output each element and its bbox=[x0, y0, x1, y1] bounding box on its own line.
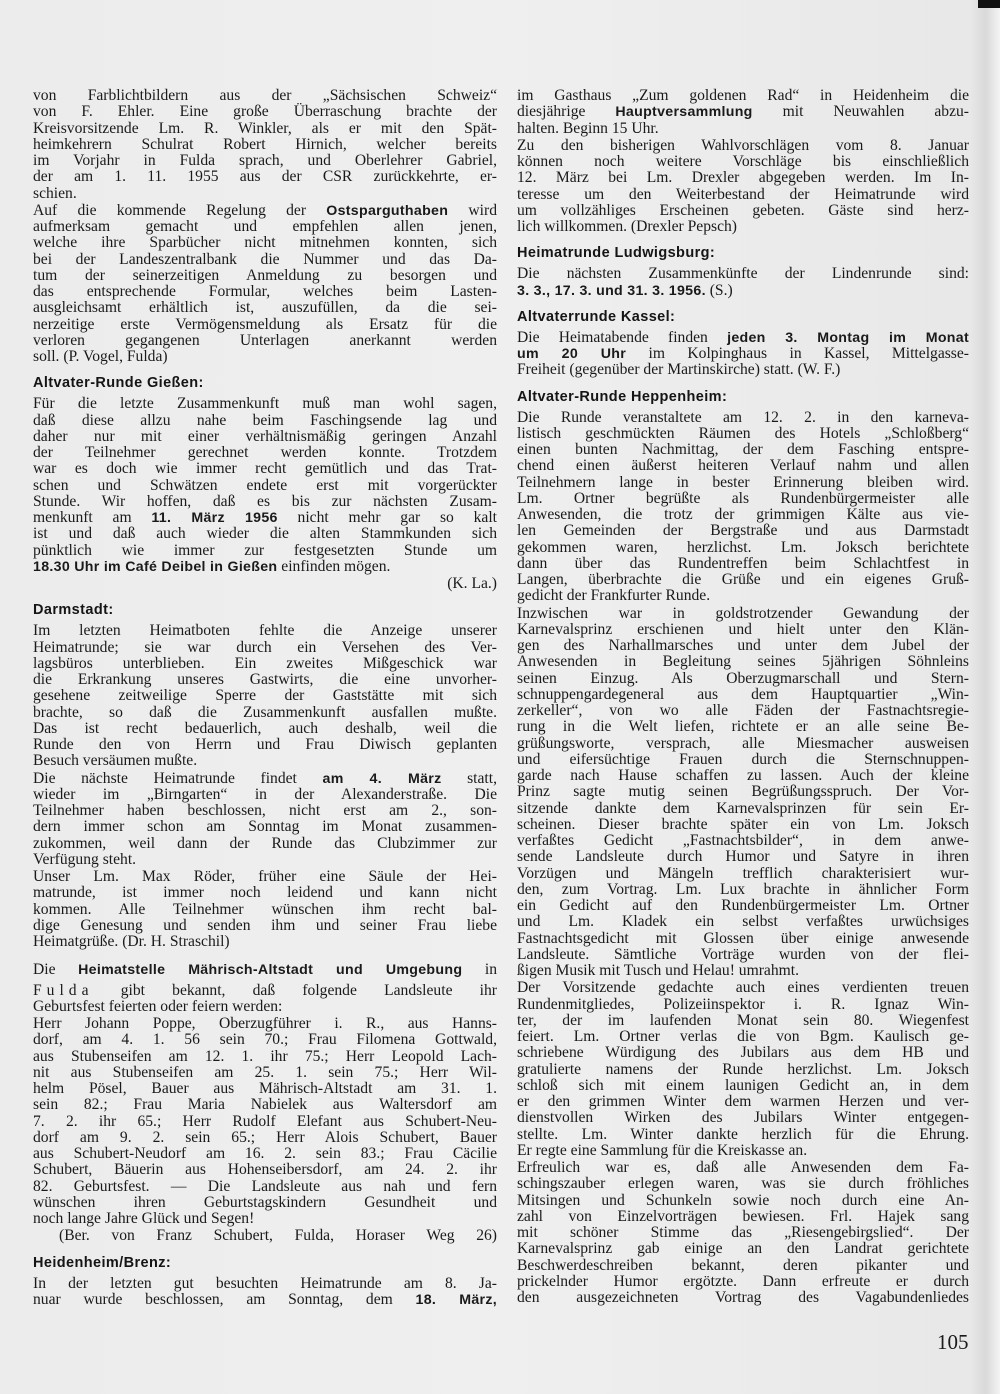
text-line: Herr Johann Poppe, Oberzugführer i. R., aus Hanns- bbox=[33, 1015, 497, 1032]
text-run: einfinden mögen. bbox=[277, 557, 391, 575]
text-line bbox=[33, 962, 497, 978]
text-line: ein Gedicht auf den Rundenbürgermeister Lm. Ortner bbox=[517, 897, 969, 914]
text-run: im Kolpinghaus in Kassel, Mittelgasse- bbox=[626, 345, 969, 362]
paragraph bbox=[33, 1016, 497, 1227]
bold-text: 11. März 1956 bbox=[151, 510, 278, 526]
bold-text: Hauptversammlung bbox=[615, 104, 753, 121]
text-line: Die Runde veranstaltete am 12. 2. in den karneva- bbox=[517, 408, 969, 426]
text-run: nicht mehr gar so kalt bbox=[277, 509, 498, 526]
text-line: sende Landsleute durch Humor und Satyre in ihren bbox=[517, 848, 969, 866]
text-line: dienstvollen Wirken des Jubilars Winter entgegen- bbox=[517, 1109, 969, 1127]
text-line: Inzwischen war in goldstrotzender Gewandung der bbox=[517, 604, 969, 622]
text-line: können noch weitere Vorschläge bis einschließlich bbox=[517, 153, 969, 170]
paragraph bbox=[517, 1160, 969, 1306]
article-section bbox=[33, 962, 497, 1244]
text-run: menkunft am bbox=[33, 509, 152, 526]
text-line: Anwesenden, die trotz der grimmigen Kälte aus vie- bbox=[517, 506, 969, 523]
text-line: schien. bbox=[33, 184, 77, 202]
text-line: schnuppengardegeneral aus dem Hauptquartier „Win- bbox=[517, 685, 969, 703]
paragraph bbox=[517, 330, 969, 379]
text-line: dann über das Rundentreffen beim Schlachtfest in bbox=[517, 554, 969, 572]
text-line: noch lange Jahre Glück und Segen! bbox=[33, 1210, 255, 1227]
text-line: schingszauber erlegen waren, was sie durch fröhliches bbox=[517, 1175, 969, 1193]
text-line: teresse um den Weiterbestand der Heimatrunde wird bbox=[517, 185, 969, 203]
section-heading: Heidenheim/Brenz: bbox=[33, 1254, 172, 1271]
text-line: und Lm. Kladek ein selbst verfaßtes urwüchsiges bbox=[517, 913, 969, 931]
text-line: Karnevalsprinz gab einige an den Landrat gerichtete bbox=[517, 1240, 969, 1258]
text-run: statt, bbox=[441, 769, 497, 787]
text-line: bei der Landeszentralbank die Nummer und das Da- bbox=[33, 250, 497, 268]
text-line bbox=[517, 104, 969, 120]
text-line: Lm. Ortner begrüßte als Rundenbürgermeister alle bbox=[517, 489, 969, 507]
text-run: gibt bekannt, daß folgende Landsleute ihr bbox=[93, 981, 497, 999]
text-line: seinen Einzug. Als Oberzugmarschall und Stern- bbox=[517, 669, 969, 687]
text-line: schriebene Würdigung des Jubilars aus dem HB und bbox=[517, 1044, 969, 1062]
paragraph bbox=[517, 266, 969, 299]
text-line: Runde den von Herrn und Frau Diwisch geplanten bbox=[33, 736, 497, 753]
text-line: Stunde. Wir hoffen, daß es bis zur nächsten Zusam- bbox=[33, 492, 497, 510]
text-line: gedicht der Frankfurter Runde. bbox=[517, 587, 711, 605]
text-line: chend einen äußerst heiteren Verlauf nahm und allen bbox=[517, 457, 969, 475]
text-line: Rundenmitgliedes, Polizeiinspektor i. R. Ignaz Win- bbox=[517, 995, 969, 1013]
text-line: welche ihre Sparbücher nicht mitnehmen konnten, sich bbox=[33, 234, 497, 252]
text-line: 7. 2. ihr 65.; Herr Rudolf Elefant aus Schubert-Neu- bbox=[33, 1112, 497, 1130]
text-line: wünschen ihren Geburtstagskindern Gesundheit und bbox=[33, 1193, 497, 1211]
text-line: der am 1. 11. 1955 aus der CSR zurückkehrte, er- bbox=[33, 168, 497, 186]
text-line: Teilnehmern lange in bester Erinnerung bleiben wird. bbox=[517, 473, 969, 491]
section-heading: Darmstadt: bbox=[33, 602, 114, 619]
text-line: Erfreulich war es, daß alle Anwesenden dem Fa- bbox=[517, 1159, 969, 1176]
text-line bbox=[33, 510, 497, 526]
text-line: prickelnder Humor ergötzte. Dann erfreute er durch bbox=[517, 1272, 969, 1290]
page-number: 105 bbox=[937, 1330, 969, 1354]
text-line: Geburtsfest feierten oder feiern werden: bbox=[33, 997, 283, 1015]
text-line: Freiheit (gegenüber der Martinskirche) statt. (W. F.) bbox=[517, 361, 841, 379]
text-line: scheinen. Dieser brachte später ein von Lm. Joksch bbox=[517, 815, 969, 833]
text-line: und eifersüchtige Frauen durch die Sternschnuppen- bbox=[517, 750, 969, 768]
text-line: gesehene zeitweilige Sperre der Gaststätte mit sich bbox=[33, 687, 497, 705]
left-column bbox=[33, 88, 497, 1309]
text-line: pünktlich wie immer zur festgesetzten Stunde um bbox=[33, 541, 497, 559]
text-line: brachte, so daß die Zusammenkunft ausfallen mußte. bbox=[33, 703, 497, 721]
article-section bbox=[33, 375, 497, 592]
text-line: aufmerksam gemacht und empfehlen allen jenen, bbox=[33, 218, 497, 235]
text-line: Zu den bisherigen Wahlvorschlägen vom 8. Januar bbox=[517, 136, 969, 154]
text-line: Besuch versäumen mußte. bbox=[33, 752, 198, 770]
text-line bbox=[33, 771, 497, 787]
text-line: ßigen Musik mit Tusch und Helau! umrahmt. bbox=[517, 962, 799, 979]
bold-text: 18. März, bbox=[415, 1291, 497, 1308]
bold-text: Ostsparguthaben bbox=[326, 202, 449, 219]
article-section bbox=[517, 88, 969, 235]
text-line: zahl von Einzelvorträgen bewiesen. Frl. Hajek sang bbox=[517, 1207, 969, 1225]
text-line: schloß sich mit einem launigen Gedicht an, in dem bbox=[517, 1076, 969, 1094]
paragraph bbox=[517, 606, 969, 980]
text-line: gekommen waren, herzlichst. Lm. Joksch berichtete bbox=[517, 538, 969, 556]
text-line: gratulierte namens der Runde herzlichst. Lm. Joksch bbox=[517, 1060, 969, 1078]
text-line: den ausgezeichneten Vortrag des Vagabundenliedes bbox=[517, 1289, 969, 1306]
text-line: sein 82.; Frau Maria Nabielek aus Waltersdorf am bbox=[33, 1096, 497, 1114]
scan-edge-mark bbox=[978, 0, 1000, 8]
text-line: sitzende dankte dem Karnevalsprinzen für sein Er- bbox=[517, 799, 969, 817]
text-line: schen und Schwätzen endete erst mit vorgerückter bbox=[33, 476, 497, 494]
text-line: im Gasthaus „Zum goldenen Rad“ in Heidenheim die bbox=[517, 87, 969, 104]
text-line: das entsprechende Formular, welches beim Lasten- bbox=[33, 283, 497, 300]
text-line: im Vorjahr in Fulda sprach, und Oberlehrer Gabriel, bbox=[33, 152, 497, 169]
text-line: 82. Geburtsfest. — Die Landsleute aus nah und fern bbox=[33, 1177, 497, 1195]
text-line: stellte. Lm. Winter dankte herzlich für die Ehrung. bbox=[517, 1125, 969, 1143]
text-run: mit Neuwahlen abzu- bbox=[752, 103, 969, 121]
author-credit bbox=[33, 576, 497, 592]
text-line bbox=[33, 1292, 497, 1308]
text-line: von F. Ehler. Eine große Überraschung brachte der bbox=[33, 103, 497, 121]
text-line: einen bunten Nachmittag, der dem Fasching entspre- bbox=[517, 441, 969, 458]
text-line: wieder im „Birngarten“ in der Alexanderstraße. Die bbox=[33, 785, 497, 803]
paragraph bbox=[517, 88, 969, 137]
text-line: der Teilnehmer gerechnet werden konnte. Trotzdem bbox=[33, 444, 497, 461]
text-line: matrunde, ist immer noch leidend und kann nicht bbox=[33, 884, 497, 902]
text-line: um vollzähliges Erscheinen gebeten. Gäste sind herz- bbox=[517, 201, 969, 219]
text-line: Karnevalsprinz erschienen und hielt unter den Klän- bbox=[517, 620, 969, 638]
text-line: war es doch wie immer recht gemütlich und das Trat- bbox=[33, 460, 497, 478]
bold-text: 3. 3., 17. 3. und 31. 3. 1956. bbox=[517, 282, 706, 299]
text-line: dern immer schon am Sonntag im Monat zusammen- bbox=[33, 818, 497, 836]
text-line: 12. März bei Lm. Drexler abgegeben werden. Im In- bbox=[517, 169, 969, 187]
text-line: daher nur mit einer verhältnismäßig geringen Anzahl bbox=[33, 427, 497, 445]
paragraph bbox=[517, 138, 969, 236]
text-line: die Erkrankung unseres Gastwirts, die eine unvorher- bbox=[33, 671, 497, 688]
text-line: ist und daß auch wieder die alten Stammkunden sich bbox=[33, 525, 497, 543]
paragraph bbox=[33, 88, 497, 202]
text-line: aus Stubenseifen am 12. 1. ihr 75.; Herr Leopold Lach- bbox=[33, 1047, 497, 1065]
article-section bbox=[33, 1255, 497, 1309]
text-line: lagsbüros unterblieben. Ein zweites Mißgeschick war bbox=[33, 654, 497, 672]
text-line: Prinz sagte mutig seinen Begrüßungsspruch. Der Vor- bbox=[517, 783, 969, 801]
text-line: kommen. Alle Teilnehmer wünschen ihm recht bal- bbox=[33, 900, 497, 918]
text-line: verfaßtes Gedicht „Fastnachtsbilder“, in dem anwe- bbox=[517, 832, 969, 849]
paragraph bbox=[33, 1276, 497, 1309]
text-line: Unser Lm. Max Röder, früher eine Säule der Hei- bbox=[33, 868, 497, 885]
section-heading: Heimatrunde Ludwigsburg: bbox=[517, 245, 716, 262]
text-line: nit aus Stubenseifen am 25. 1. sein 75.; Herr Wil- bbox=[33, 1063, 497, 1081]
section-heading: Altvater-Runde Heppenheim: bbox=[517, 388, 728, 405]
text-line: Heimatrunde; sie war durch ein Versehen des Ver- bbox=[33, 638, 497, 656]
text-run: Die Heimatabende finden bbox=[517, 328, 728, 346]
text-line: tum der seinerzeitigen Anmeldung zu besorgen und bbox=[33, 266, 497, 284]
text-line bbox=[517, 283, 969, 299]
text-line: (K. La.) bbox=[447, 575, 497, 592]
text-line: ausgleichsamt erhältlich ist, auszufüllen, da die sei- bbox=[33, 299, 497, 317]
text-line: verloren gegangenen Unterlagen anerkannt werden bbox=[33, 331, 497, 349]
text-line: Heimatgrüße. (Dr. H. Straschil) bbox=[33, 933, 230, 950]
text-run: Die bbox=[33, 961, 79, 979]
text-line: helm Pösel, Bauer aus Mährisch-Altstadt am 31. 1. bbox=[33, 1080, 497, 1097]
paragraph bbox=[33, 203, 497, 366]
paragraph bbox=[33, 623, 497, 769]
text-line: lich willkommen. (Drexler Pepsch) bbox=[517, 218, 737, 235]
text-line: In der letzten gut besuchten Heimatrunde am 8. Ja- bbox=[33, 1274, 497, 1292]
text-run: wird bbox=[448, 201, 497, 219]
text-run: diesjährige bbox=[517, 103, 616, 121]
text-run: nuar wurde beschlossen, am Sonntag, dem bbox=[33, 1290, 416, 1308]
article-section bbox=[33, 602, 497, 950]
text-line: listisch geschmückten Räumen des Hotels „Schloßberg“ bbox=[517, 424, 969, 442]
article-section bbox=[517, 389, 969, 1307]
text-line: Der Vorsitzende gedachte auch eines verdienten treuen bbox=[517, 979, 969, 997]
text-line: Schubert, Bäuerin aus Hohenseibersdorf, am 24. 2. ihr bbox=[33, 1161, 497, 1179]
text-line: garde nach Hause schaffen zu lassen. Auch der kleine bbox=[517, 767, 969, 784]
paragraph bbox=[33, 771, 497, 869]
text-line bbox=[33, 983, 497, 999]
text-line: er den grimmen Winter dem warmen Herzen und ver- bbox=[517, 1093, 969, 1110]
article-section bbox=[33, 88, 497, 365]
text-line: Im letzten Heimatboten fehlte die Anzeige unserer bbox=[33, 622, 497, 640]
text-line bbox=[33, 203, 497, 219]
text-line: Vorzügen und Mängeln trefflich charakterisiert wur- bbox=[517, 864, 969, 882]
text-line: soll. (P. Vogel, Fulda) bbox=[33, 348, 168, 365]
text-line: Anwesenden in Begleitung seines 5jährigen Söhnleins bbox=[517, 653, 969, 671]
text-line: zukommen, weil dann der Runde das Clubzimmer zur bbox=[33, 834, 497, 852]
text-line: Das ist recht bedauerlich, auch deshalb, weil die bbox=[33, 719, 497, 737]
text-line: daß diese allzu nahe beim Faschingsende lag und bbox=[33, 411, 497, 429]
text-line: Landsleute. Sämtliche Vorträge wurden von der flei- bbox=[517, 945, 969, 963]
text-line: nerzeitige erste Vermögensmeldung als Ersatz für die bbox=[33, 315, 497, 333]
section-heading: Altvaterrunde Kassel: bbox=[517, 308, 676, 325]
text-line: dorf, am 4. 1. 56 sein 70.; Frau Filomena Gottwald, bbox=[33, 1031, 497, 1049]
text-line: Er regte eine Sammlung für die Kreiskasse an. bbox=[517, 1141, 808, 1159]
bold-text: 18.30 Uhr im Café Deibel in Gießen bbox=[33, 558, 278, 575]
paragraph bbox=[33, 983, 497, 1016]
text-line: heimkehrern Schulrat Robert Hirnich, welcher bereits bbox=[33, 135, 497, 153]
text-line: mit schöner Stimme das „Riesengebirgslied“. Der bbox=[517, 1224, 969, 1241]
text-line: dige Genesung und senden ihm und seiner Frau liebe bbox=[33, 916, 497, 934]
article-section bbox=[517, 309, 969, 379]
paragraph bbox=[33, 396, 497, 575]
text-line: Mitsingen und Schunkeln sowie noch durch eine An- bbox=[517, 1191, 969, 1209]
text-line: den, zum Vortrag. Lm. Lux brachte in ähnlicher Form bbox=[517, 880, 969, 898]
text-line: grüßungsworte, versprach, alle Miesmacher ausweisen bbox=[517, 734, 969, 752]
text-line: Kreisvorsitzende Lm. R. Winkler, als er mit den Spät- bbox=[33, 119, 497, 137]
bold-text: Heimatstelle Mährisch-Altstadt und Umgebung bbox=[78, 962, 463, 979]
paragraph bbox=[517, 980, 969, 1159]
text-line: len Gemeinden der Bergstraße und aus Darmstadt bbox=[517, 522, 969, 540]
section-heading: Altvater-Runde Gießen: bbox=[33, 375, 204, 392]
text-line: Verfügung steht. bbox=[33, 850, 137, 868]
text-line: (Ber. von Franz Schubert, Fulda, Horaser Weg 26) bbox=[59, 1227, 497, 1245]
text-line: feiert. Lm. Ortner verlas die von Bgm. Kaulisch ge- bbox=[517, 1028, 969, 1045]
text-line bbox=[33, 559, 497, 575]
text-line bbox=[517, 330, 969, 346]
text-line bbox=[517, 346, 969, 362]
author-credit bbox=[33, 1228, 497, 1244]
text-line: Die nächsten Zusammenkünfte der Lindenrunde sind: bbox=[517, 265, 969, 283]
spaced-text: Fulda bbox=[33, 981, 94, 999]
text-run: in bbox=[462, 961, 498, 979]
text-run: Die nächste Heimatrunde findet bbox=[33, 769, 323, 787]
text-line: Für die letzte Zusammenkunft muß man wohl sagen, bbox=[33, 395, 497, 413]
article-section bbox=[517, 245, 969, 299]
paragraph bbox=[33, 962, 497, 978]
paragraph bbox=[33, 869, 497, 950]
text-line: Teilnehmer haben beschlossen, nicht erst am 2., son- bbox=[33, 802, 497, 819]
text-line: rung in die Welt liefen, richtete er an alle seine Be- bbox=[517, 718, 969, 736]
text-line: Langen, überbrachte die Grüße und ein eigenes Gruß- bbox=[517, 571, 969, 588]
text-run: Auf die kommende Regelung der bbox=[33, 201, 327, 219]
text-line: zerkeller“, von wo alle Fäden der Fastnachtsregie- bbox=[517, 702, 969, 719]
text-line: Beschwerdeschreiben bekannt, deren pikanter und bbox=[517, 1256, 969, 1274]
text-line: gen des Narhallmarsches und unter dem Jubel der bbox=[517, 637, 969, 654]
text-line: dorf am 9. 2. sein 65.; Herr Alois Schubert, Bauer bbox=[33, 1128, 497, 1146]
text-line: aus Schubert-Neudorf am 16. 2. sein 83.; Frau Cäcilie bbox=[33, 1145, 497, 1162]
text-line: Fastnachtsgedicht mit Glossen über einige anwesende bbox=[517, 929, 969, 947]
bold-text: jeden 3. Montag im Monat bbox=[727, 329, 969, 346]
bold-text: um 20 Uhr bbox=[517, 346, 627, 362]
text-line: ter, der im laufenden Monat sein 80. Wiegenfest bbox=[517, 1011, 969, 1029]
right-column bbox=[517, 88, 969, 1307]
paragraph bbox=[517, 410, 969, 605]
text-run: (S.) bbox=[705, 281, 733, 299]
text-line: von Farblichtbildern aus der „Sächsischen Schweiz“ bbox=[33, 87, 497, 104]
text-line: halten. Beginn 15 Uhr. bbox=[517, 119, 659, 137]
bold-text: am 4. März bbox=[322, 770, 442, 787]
